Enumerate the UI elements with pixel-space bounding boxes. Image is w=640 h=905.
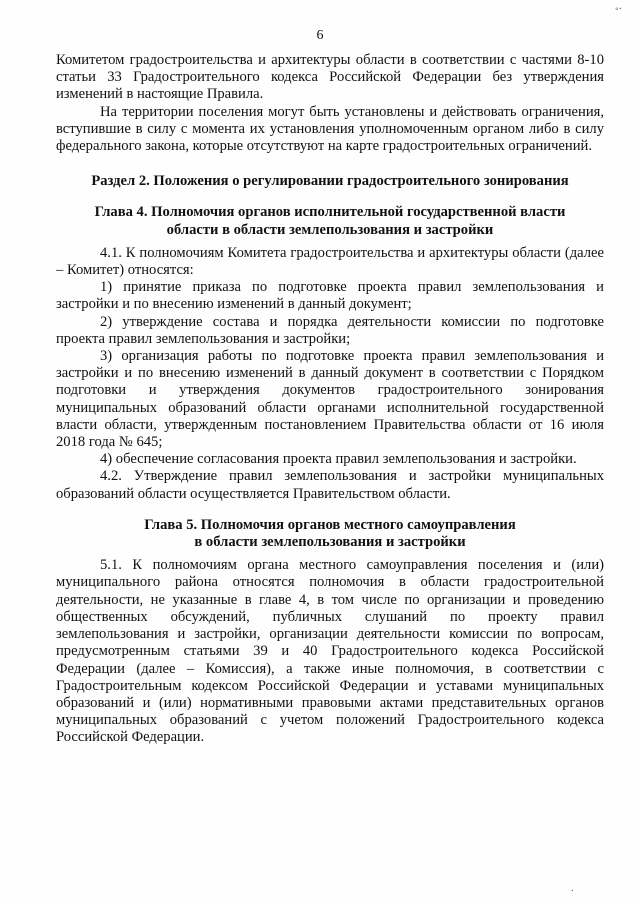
chapter-5-title-line-2: в области землепользования и застройки bbox=[194, 534, 466, 551]
list-item-4: 4) обеспечение согласования проекта правил землепользования и застройки. bbox=[100, 451, 577, 468]
list-item-3: 3) организация работы по подготовке проекта правил землепользования и застройки и по внесению изменений в данный документ в соответствии с Порядком подготовки и утверждения документов градостроительного зонирования муниципальных образований области органами исполнительной государственной власти области, утвержденным постановлением Правительства области от 16 июля 2018 года № 645; bbox=[56, 348, 604, 451]
section-title: Раздел 2. Положения о регулировании градостроительного зонирования bbox=[91, 173, 569, 190]
paragraph-restrictions: На территории поселения могут быть установлены и действовать ограничения, вступившие в силу с момента их установления уполномоченным органом либо в силу федерального закона, которые отсутствуют на карте градостроительных ограничений. bbox=[56, 103, 604, 155]
chapter-5-title bbox=[56, 517, 604, 551]
list-item-2: 2) утверждение состава и порядка деятельности комиссии по подготовке проекта правил землепользования и застройки; bbox=[56, 313, 604, 347]
list-item-1: 1) принятие приказа по подготовке проекта правил землепользования и застройки и по внесению изменений в данный документ; bbox=[56, 279, 604, 313]
chapter-4-title-line-1: Глава 4. Полномочия органов исполнительной государственной власти bbox=[94, 204, 566, 221]
paragraph-continuation: Комитетом градостроительства и архитектуры области в соответствии с частями 8-10 статьи 33 Градостроительного кодекса Российской Федерации без утверждения изменений в настоящие Правила. bbox=[56, 52, 604, 103]
paragraph-4-2: 4.2. Утверждение правил землепользования и застройки муниципальных образований области осуществляется Правительством области. bbox=[56, 468, 604, 502]
paragraph-4-1: 4.1. К полномочиям Комитета градостроительства и архитектуры области (далее – Комитет) относятся: bbox=[56, 244, 604, 279]
document-body bbox=[56, 52, 604, 747]
scan-mark-bottom: · bbox=[570, 886, 574, 897]
chapter-4-title-line-2: области в области землепользования и застройки bbox=[166, 221, 494, 238]
chapter-4-title bbox=[56, 204, 604, 238]
page-number: 6 bbox=[316, 28, 324, 43]
paragraph-5-1: 5.1. К полномочиям органа местного самоуправления поселения и (или) муниципального района относятся полномочия в области градостроительной деятельности, не указанные в главе 4, в том числе по организации и проведению общественных обсуждений, публичных слушаний по проекту правил землепользования и застройки, организации деятельности комиссии по вопросам, предусмотренным статьями 39 и 40 Градостроительного кодекса Российской Федерации (далее – Комиссия), а также иные полномочия, в соответствии с Градостроительным кодексом Российской Федерации и уставами муниципальных образований и (или) нормативными правовыми актами представительных органов муниципальных образований с учетом положений Градостроительного кодекса Российской Федерации. bbox=[56, 557, 604, 746]
chapter-5-title-line-1: Глава 5. Полномочия органов местного самоуправления bbox=[144, 516, 516, 533]
scan-mark-top: ◦· bbox=[615, 4, 622, 15]
